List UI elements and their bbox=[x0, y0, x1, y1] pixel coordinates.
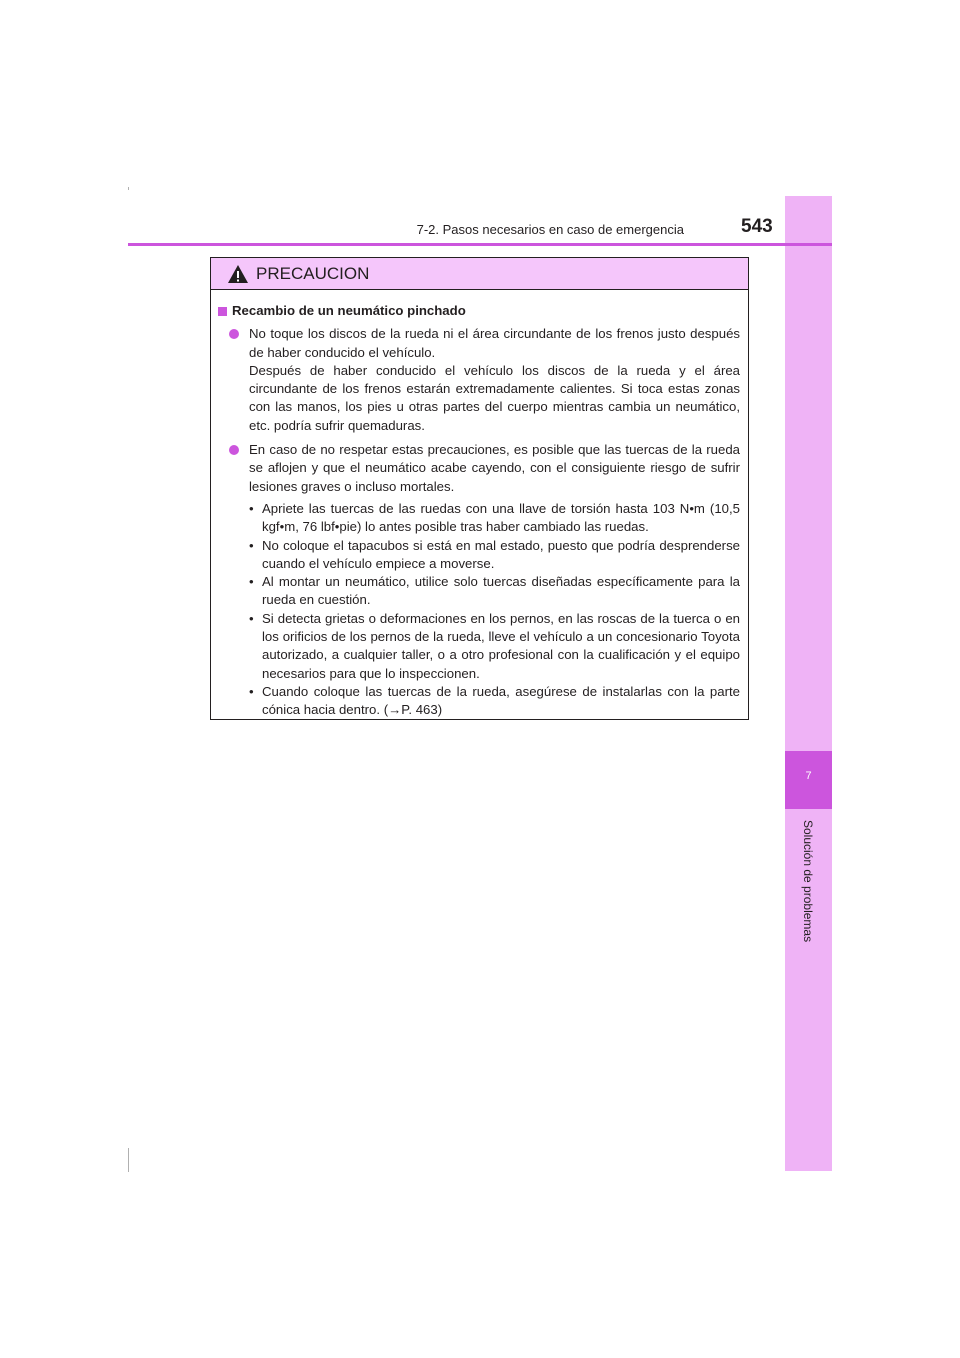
bullet-item bbox=[218, 441, 740, 719]
sub-bullet-mark: • bbox=[249, 683, 254, 699]
sub-item bbox=[249, 573, 740, 610]
caution-body bbox=[211, 290, 748, 720]
paragraph: Después de haber conducido el vehículo los discos de la rueda y el área circundante de los frenos estarán extremadamente calientes. Si toca estas zonas con las manos, los pies u otras partes del cuerpo mientras cambia un neumático, etc. podría sufrir quemaduras. bbox=[249, 362, 740, 433]
section-header: 7-2. Pasos necesarios en caso de emergencia bbox=[416, 222, 684, 237]
sub-bullet-mark: • bbox=[249, 610, 254, 626]
bullet-text bbox=[249, 441, 740, 719]
chapter-title: Solución de problemas bbox=[801, 820, 815, 943]
page-number: 543 bbox=[741, 216, 773, 237]
sub-item-text: Si detecta grietas o deformaciones en los pernos, en las roscas de la tuerca o en los orificios de los pernos de la rueda, lleve el vehículo a un concesionario Toyota autorizado, a cualquier taller, o a otro profesional con la cualificación y el equipo necesarios para que lo inspeccionen. bbox=[262, 610, 740, 681]
sub-item-text: Cuando coloque las tuercas de la rueda, asegúrese de instalarlas con la parte cónica hacia dentro. (→P. 463) bbox=[262, 683, 740, 718]
sub-item-text: No coloque el tapacubos si está en mal estado, puesto que podría desprenderse cuando el vehículo empiece a moverse. bbox=[262, 537, 740, 571]
side-tab bbox=[785, 196, 832, 1171]
crop-mark bbox=[128, 1148, 129, 1172]
header-rule bbox=[128, 243, 832, 246]
caution-section-title bbox=[218, 302, 740, 320]
sub-bullet-mark: • bbox=[249, 500, 254, 516]
paragraph: No toque los discos de la rueda ni el área circundante de los frenos justo después de haber conducido el vehículo. bbox=[249, 326, 740, 360]
caution-box bbox=[210, 257, 749, 720]
paragraph: En caso de no respetar estas precauciones, es posible que las tuercas de la rueda se aflojen y que el neumático acabe cayendo, con el consiguiente riesgo de sufrir lesiones graves o incluso mortales. bbox=[249, 442, 740, 494]
caution-title: PRECAUCION bbox=[256, 263, 370, 283]
sub-item-text: Al montar un neumático, utilice solo tuercas diseñadas específicamente para la rueda en cuestión. bbox=[262, 574, 740, 608]
square-icon bbox=[218, 307, 227, 316]
sub-bullet-mark: • bbox=[249, 574, 254, 590]
dot-icon bbox=[229, 329, 239, 339]
chapter-number: 7 bbox=[805, 770, 812, 782]
section-title-text: Recambio de un neumático pinchado bbox=[232, 303, 466, 318]
bullet-item bbox=[218, 325, 740, 435]
crop-mark bbox=[128, 187, 129, 190]
sub-item bbox=[249, 610, 740, 683]
sub-list bbox=[249, 500, 740, 720]
dot-icon bbox=[229, 445, 239, 455]
sub-bullet-mark: • bbox=[249, 537, 254, 553]
warning-triangle-icon bbox=[227, 264, 249, 284]
sub-item bbox=[249, 537, 740, 574]
sub-item bbox=[249, 683, 740, 720]
sub-item bbox=[249, 500, 740, 537]
caution-header bbox=[211, 258, 748, 290]
bullet-text bbox=[249, 325, 740, 435]
sub-item-text: Apriete las tuercas de las ruedas con una llave de torsión hasta 103 N•m (10,5 kgf•m, 76 lbf•pie) lo antes posible tras haber cambiado las ruedas. bbox=[262, 500, 740, 535]
